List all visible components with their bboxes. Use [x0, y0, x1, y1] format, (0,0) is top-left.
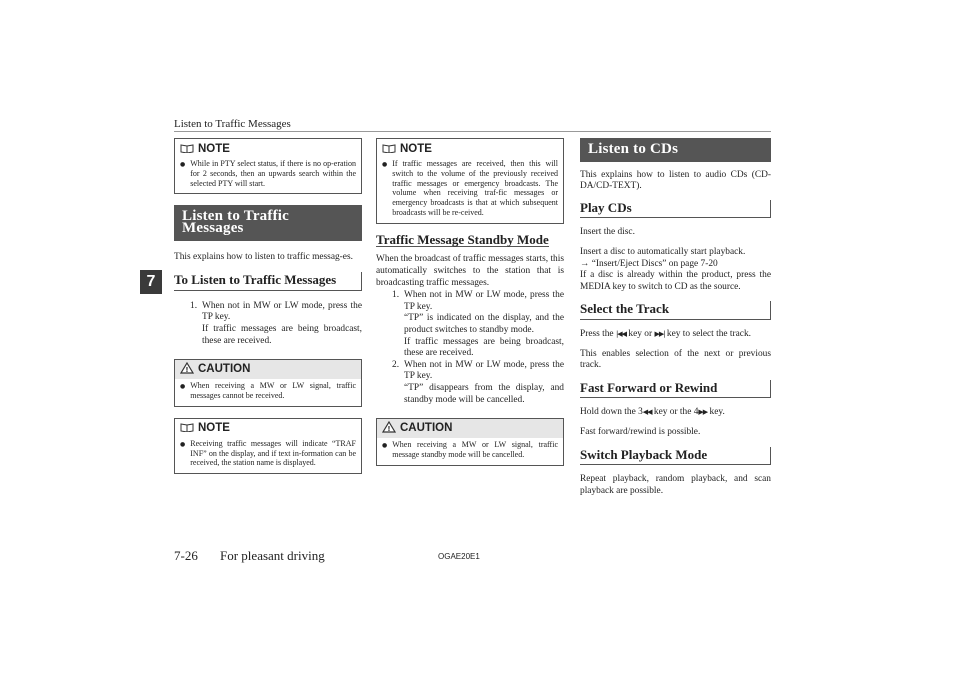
- step-text-3: If traffic messages are being broadcast, these are received.: [404, 336, 564, 359]
- footer-title: For pleasant driving: [220, 548, 325, 563]
- running-header: Listen to Traffic Messages: [174, 118, 291, 130]
- subsection-title-fast-forward: Fast Forward or Rewind: [580, 380, 771, 399]
- note-box-traf-inf: [174, 418, 362, 474]
- subsection-title-listen-traffic: To Listen to Traffic Messages: [174, 272, 362, 291]
- note-icon: [180, 143, 194, 157]
- caution-text: When receiving a MW or LW signal, traffic messages cannot be received.: [190, 381, 356, 400]
- warning-triangle-icon: [382, 421, 396, 437]
- subsection-title-play: Play CDs: [580, 200, 771, 219]
- note-item: [180, 159, 356, 188]
- ff-text-1b: key or the 4: [653, 407, 699, 418]
- ff-text-1: [580, 407, 771, 419]
- column-1: [174, 138, 362, 474]
- step-text: When not in MW or LW mode, press the TP key.: [202, 300, 362, 323]
- step-2: [392, 360, 564, 406]
- subsection-title-standby: Traffic Message Standby Mode: [376, 231, 549, 247]
- caution-box: [174, 359, 362, 407]
- bullet-icon: ●: [382, 442, 388, 450]
- select-text-1c: key to select the track.: [666, 328, 751, 339]
- step-number: 1.: [190, 300, 198, 311]
- bullet-icon: ●: [180, 440, 186, 448]
- bullet-icon: ●: [382, 161, 388, 168]
- column-3: [580, 138, 771, 497]
- select-text-1a: Press the: [580, 328, 614, 339]
- intro-text: This explains how to listen to traffic messag-es.: [174, 251, 353, 262]
- caution-header: [377, 419, 563, 438]
- caution-label: CAUTION: [198, 362, 251, 375]
- caution-box: [376, 418, 564, 466]
- section-title-traffic: Listen to Traffic Messages: [174, 205, 362, 240]
- step-text: When not in MW or LW mode, press the TP key.: [404, 290, 564, 312]
- play-text-4: If a disc is already within the product, press the MEDIA key to switch to CD as the source.: [580, 270, 771, 292]
- note-label: NOTE: [400, 142, 432, 155]
- page-number: 7-26: [174, 548, 198, 563]
- next-track-icon: ▶▶|: [654, 329, 665, 338]
- note-icon: [180, 422, 194, 436]
- note-text: Receiving traffic messages will indicate “TRAF INF” on the display, and if text in-formation can be received, the station name is displayed.: [190, 438, 356, 468]
- step-text-2: If traffic messages are being broadcast, these are received.: [202, 323, 362, 346]
- note-label: NOTE: [198, 142, 230, 155]
- caution-item: [382, 440, 558, 460]
- caution-text: When receiving a MW or LW signal, traffic message standby mode will be cancelled.: [392, 440, 558, 459]
- header-rule: [174, 131, 771, 132]
- previous-track-icon: |◀◀: [615, 329, 627, 338]
- note-item: [382, 159, 558, 218]
- section-title-cds: Listen to CDs: [580, 138, 771, 162]
- caution-item: [180, 381, 356, 401]
- document-code: OGAE20E1: [438, 552, 480, 561]
- note-header: [382, 142, 558, 157]
- note-text: If traffic messages are received, then this will switch to the volume of the previously received traffic messages or emergency broadcasts. The volume when receiving traf-fic messages or emergency broadcasts is that at which subsequent broadcasts will be re-ceived.: [392, 159, 558, 217]
- note-box-pty: [174, 138, 362, 194]
- play-reference-link[interactable]: → “Insert/Eject Discs” on page 7-20: [580, 258, 718, 269]
- column-2: [376, 138, 564, 466]
- bullet-icon: ●: [180, 161, 186, 168]
- note-label: NOTE: [198, 422, 230, 435]
- intro-text: This explains how to listen to audio CDs (CD-DA/CD-TEXT).: [580, 169, 771, 192]
- ff-text-1c: key.: [709, 407, 725, 418]
- step-1: [190, 301, 362, 347]
- warning-triangle-icon: [180, 362, 194, 378]
- step-number: 1.: [392, 290, 400, 301]
- play-text-2: Insert a disc to automatically start playback.: [580, 246, 746, 257]
- note-item: [180, 439, 356, 468]
- note-icon: [382, 143, 396, 157]
- caution-label: CAUTION: [400, 421, 453, 434]
- chapter-tab: 7: [140, 270, 162, 294]
- fast-forward-icon: ▶▶: [698, 408, 708, 417]
- caution-header: [175, 360, 361, 379]
- svg-text:!: !: [185, 365, 189, 374]
- play-text-1: Insert the disc.: [580, 227, 635, 238]
- note-text: While in PTY select status, if there is no op-eration for 2 seconds, then an upwards search within the selected PTY will start.: [190, 159, 356, 188]
- note-header: [180, 142, 356, 157]
- select-text-1b: key or: [628, 328, 653, 339]
- svg-text:!: !: [387, 424, 391, 433]
- step-text-2: “TP” disappears from the display, and standby mode will be cancelled.: [404, 382, 564, 405]
- note-header: [180, 422, 356, 437]
- subsection-title-select: Select the Track: [580, 301, 771, 320]
- subsection-title-switch-playback: Switch Playback Mode: [580, 447, 771, 466]
- select-text-1: [580, 329, 771, 341]
- ff-text-1a: Hold down the 3: [580, 407, 643, 418]
- step-text-2: “TP” is indicated on the display, and the product switches to standby mode.: [404, 313, 564, 335]
- rewind-icon: ◀◀: [642, 408, 652, 417]
- step-text: When not in MW or LW mode, press the TP key.: [404, 359, 564, 382]
- intro-text: When the broadcast of traffic messages starts, this automatically switches to the station that is broadcasting traffic messages.: [376, 254, 564, 288]
- ff-text-2: Fast forward/rewind is possible.: [580, 426, 701, 437]
- bullet-icon: ●: [180, 383, 186, 391]
- note-box-volume: [376, 138, 564, 224]
- step-1: [392, 290, 564, 360]
- select-text-2: This enables selection of the next or previous track.: [580, 348, 771, 371]
- step-number: 2.: [392, 359, 400, 370]
- switch-text: Repeat playback, random playback, and scan playback are possible.: [580, 474, 771, 496]
